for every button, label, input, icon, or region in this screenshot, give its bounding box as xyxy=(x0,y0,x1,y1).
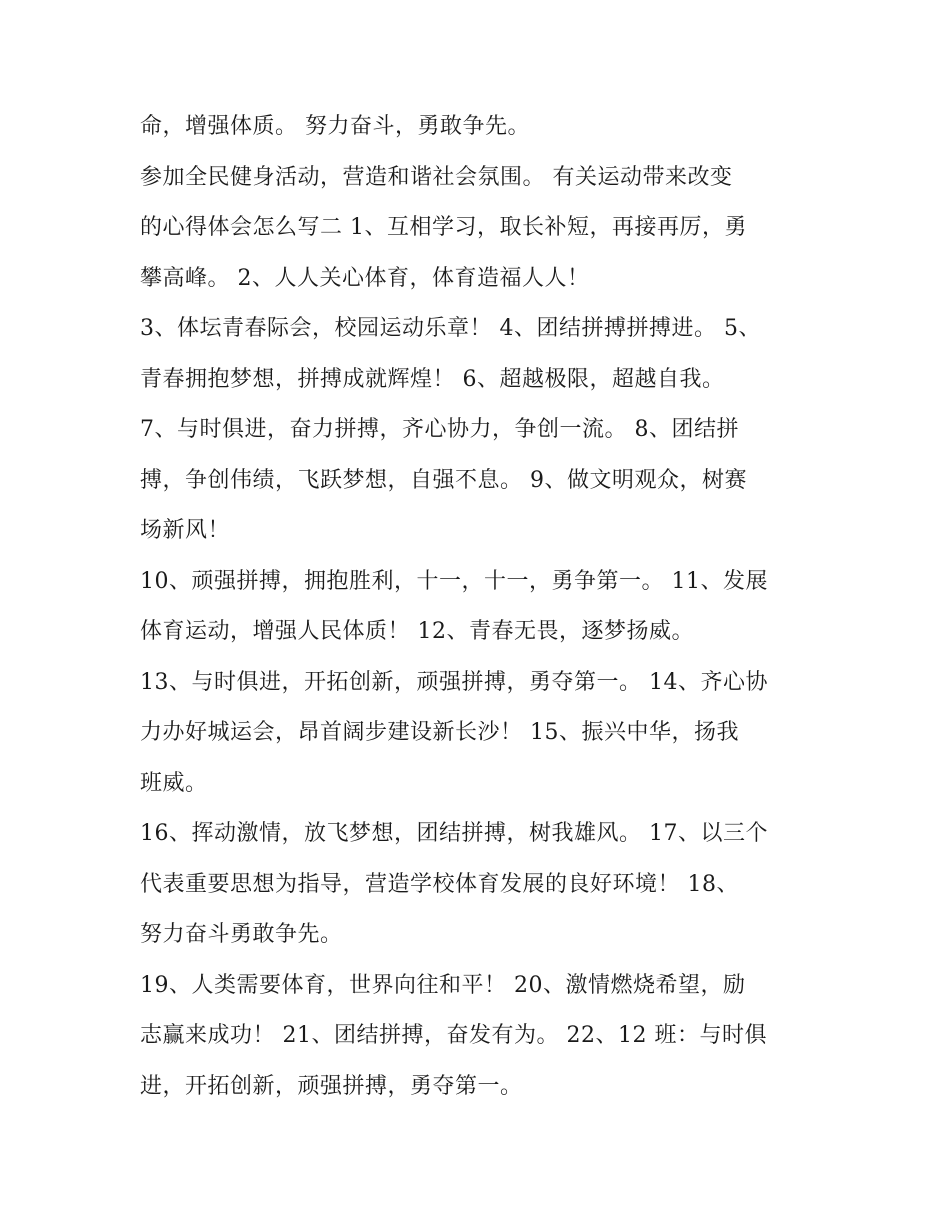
paragraph-2: 参加全民健身活动，营造和谐社会氛围。 有关运动带来改变 的心得体会怎么写二 1、互相学习，取长补短，再接再厉，勇 攀高峰。 2、人人关心体育，体育造福人人！ xyxy=(140,164,747,291)
paragraph-8: 19、人类需要体育，世界向往和平！ 20、激情燃烧希望，励 志赢来成功！ 21、团结拼搏，奋发有为。 22、12 班：与时俱 进，开拓创新，顽强拼搏，勇夺第一。 xyxy=(140,972,767,1099)
paragraph-7: 16、挥动激情，放飞梦想，团结拼搏，树我雄风。 17、以三个 代表重要思想为指导，营造学校体育发展的良好环境！ 18、 努力奋斗勇敢争先。 xyxy=(140,821,768,947)
paragraph-5: 10、顽强拼搏，拥抱胜利，十一，十一，勇争第一。 11、发展 体育运动，增强人民体质！ 12、青春无畏，逐梦扬威。 xyxy=(140,568,768,644)
paragraph-4: 7、与时俱进，奋力拼搏，齐心协力，争创一流。 8、团结拼 搏，争创伟绩，飞跃梦想，自强不息。 9、做文明观众，树赛 场新风！ xyxy=(140,417,747,543)
document-body xyxy=(140,102,820,1112)
paragraph-1: 命，增强体质。 努力奋斗，勇敢争先。 xyxy=(140,114,530,139)
paragraph-3: 3、体坛青春际会，校园运动乐章！ 4、团结拼搏拼搏进。 5、 青春拥抱梦想，拼搏成就辉煌！ 6、超越极限，超越自我。 xyxy=(140,316,761,392)
paragraph-6: 13、与时俱进，开拓创新，顽强拼搏，勇夺第一。 14、齐心协 力办好城运会，昂首阔步建设新长沙！ 15、振兴中华，扬我 班威。 xyxy=(140,669,768,796)
